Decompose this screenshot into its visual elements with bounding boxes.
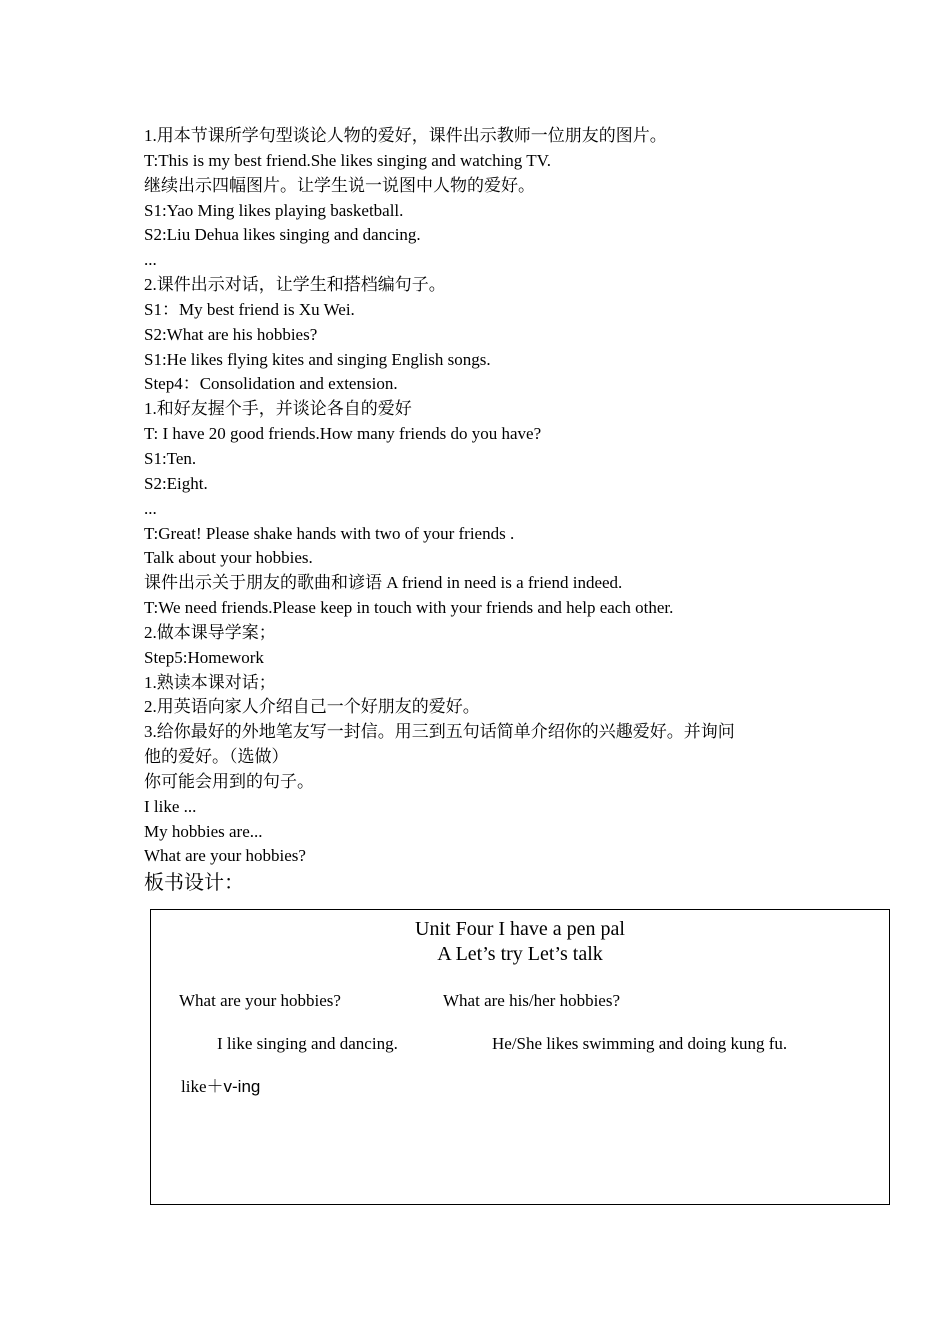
text-line: S2:What are his hobbies? — [144, 324, 318, 344]
text-line: S1：My best friend is Xu Wei. — [144, 299, 355, 319]
text-line: S1:He likes flying kites and singing English songs. — [144, 349, 491, 369]
blackboard-design-box — [150, 909, 890, 1205]
text-line: S1:Ten. — [144, 448, 197, 468]
text-line: S1:Yao Ming likes playing basketball. — [144, 200, 404, 220]
text-line: S2:Eight. — [144, 473, 208, 493]
board-question-right: What are his/her hobbies? — [443, 991, 621, 1010]
board-design-heading: 板书设计： — [144, 872, 244, 894]
board-answer-left: I like singing and dancing. — [217, 1034, 398, 1053]
text-line: 2.课件出示对话，让学生和搭档编句子。 — [144, 275, 446, 295]
lesson-steps — [144, 124, 824, 869]
text-line: 课件出示关于朋友的歌曲和谚语 A friend in need is a friend indeed. — [144, 573, 623, 593]
formula-word: like — [181, 1077, 207, 1096]
board-question-left: What are your hobbies? — [179, 991, 341, 1010]
text-line: Talk about your hobbies. — [144, 548, 313, 568]
text-line: T:We need friends.Please keep in touch with your friends and help each other. — [144, 598, 674, 618]
text-line: I like ... — [144, 796, 197, 816]
board-title-section: A Let’s try Let’s talk — [437, 943, 603, 965]
text-line: 你可能会用到的句子。 — [144, 771, 314, 791]
text-line: 1.熟读本课对话； — [144, 672, 276, 692]
text-line: Step4：Consolidation and extension. — [144, 374, 398, 394]
board-grammar-formula — [181, 1076, 260, 1098]
text-line: 2.用英语向家人介绍自己一个好朋友的爱好。 — [144, 697, 480, 717]
text-line: 继续出示四幅图片。让学生说一说图中人物的爱好。 — [144, 175, 535, 195]
text-line: 1.和好友握个手，并谈论各自的爱好 — [144, 399, 412, 419]
text-line: My hobbies are... — [144, 821, 263, 841]
text-line: 3.给你最好的外地笔友写一封信。用三到五句话简单介绍你的兴趣爱好。并询问 — [144, 722, 735, 742]
text-line: Step5:Homework — [144, 647, 264, 667]
text-line: 1.用本节课所学句型谈论人物的爱好，课件出示教师一位朋友的图片。 — [144, 126, 667, 145]
board-answer-right: He/She likes swimming and doing kung fu. — [492, 1034, 788, 1053]
text-line: ... — [144, 498, 157, 518]
text-line: T:Great! Please shake hands with two of your friends . — [144, 523, 515, 543]
text-line: T:This is my best friend.She likes singing and watching TV. — [144, 150, 551, 170]
text-line: S2:Liu Dehua likes singing and dancing. — [144, 225, 421, 245]
text-line: ... — [144, 250, 157, 270]
board-title-unit: Unit Four I have a pen pal — [415, 918, 625, 940]
text-line: 2.做本课导学案； — [144, 622, 276, 642]
text-line: 他的爱好。（选做） — [144, 747, 289, 767]
text-line: T: I have 20 good friends.How many friends do you have? — [144, 424, 542, 444]
text-line: What are your hobbies? — [144, 846, 306, 866]
formula-rule: ＋v-ing — [206, 1077, 261, 1096]
